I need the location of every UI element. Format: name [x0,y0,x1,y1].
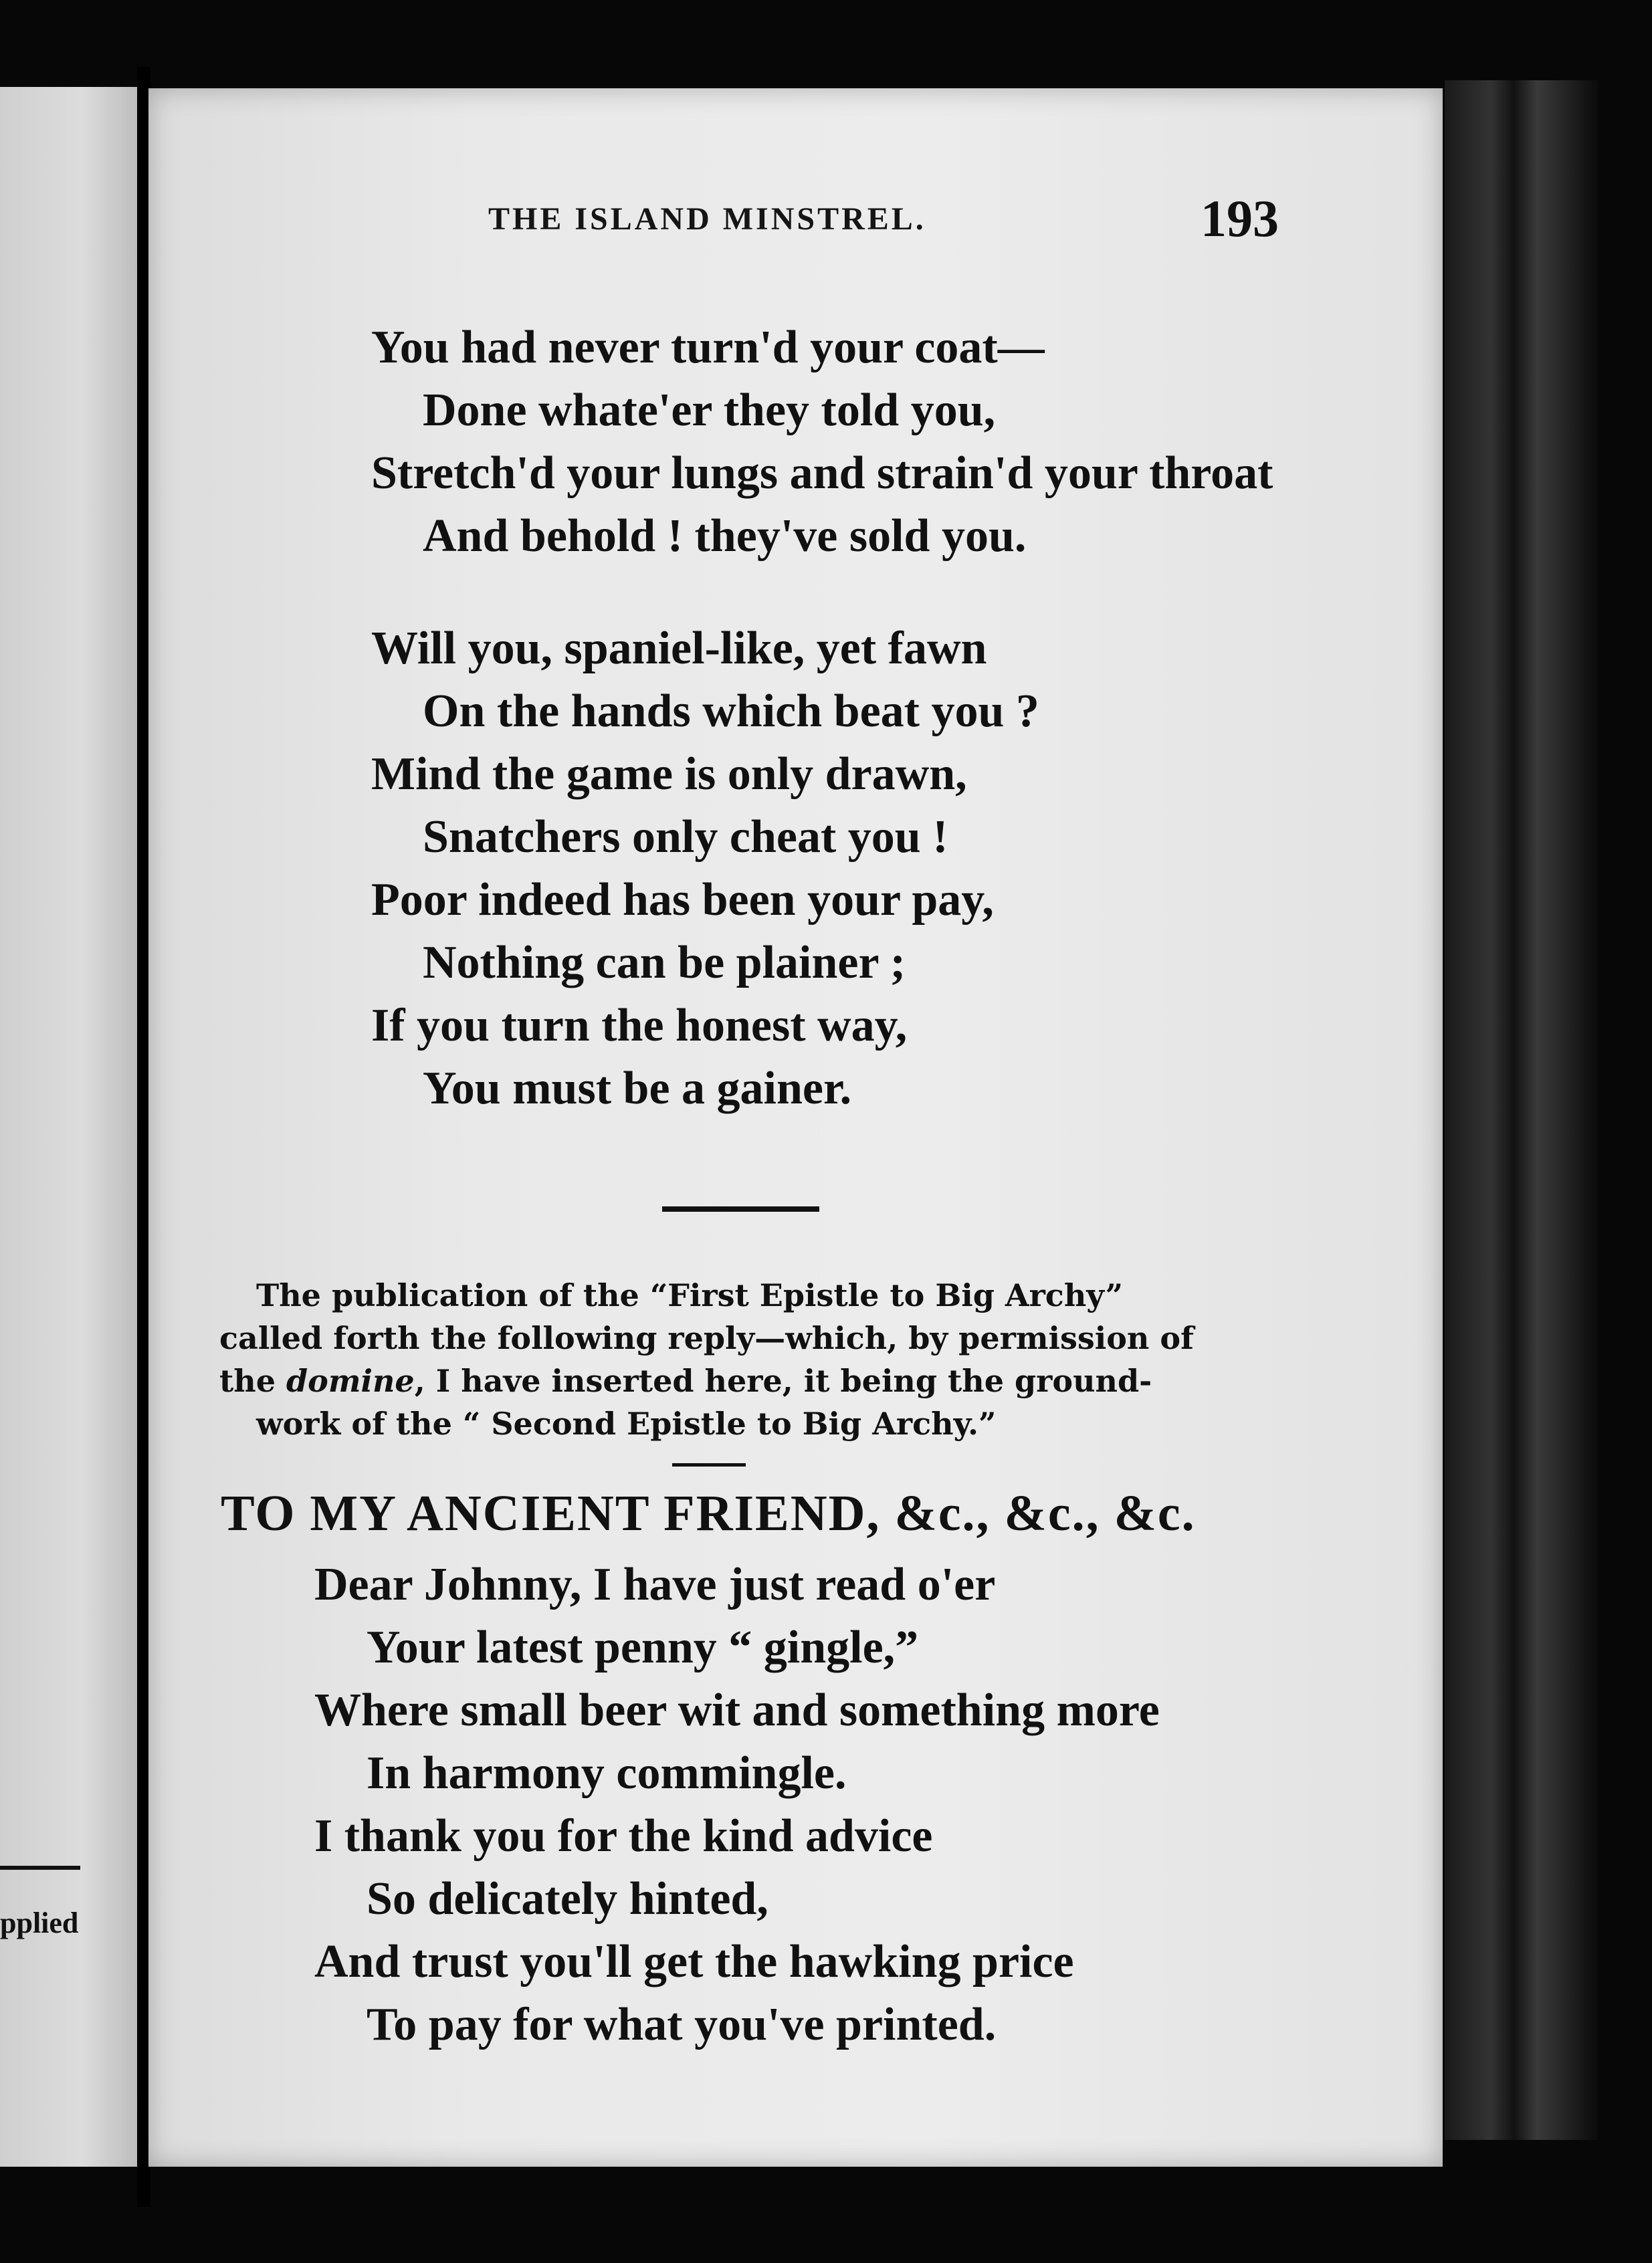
verse-line: You must be a gainer. [423,1063,852,1114]
verse-line: And behold ! they've sold you. [423,510,1027,562]
verse-line: Where small beer wit and something more [314,1685,1160,1736]
verse-line: On the hands which beat you ? [423,685,1039,737]
verse-line: And trust you'll get the hawking price [314,1936,1074,1987]
editorial-note [219,1274,1289,1445]
verse-line: Mind the game is only drawn, [371,748,967,800]
verse-line: Done whate'er they told you, [423,385,996,436]
verse-line: Stretch'd your lungs and strain'd your throat [371,447,1273,499]
running-head: THE ISLAND MINSTREL. [488,201,926,237]
note-line: The publication of the “First Epistle to Big Archy” [256,1277,1124,1313]
poem-heading: TO MY ANCIENT FRIEND, &c., &c., &c. [221,1485,1196,1541]
verse-line: Your latest penny “ gingle,” [367,1622,919,1673]
italic-word: domine [286,1363,415,1399]
verse-line: Will you, spaniel-like, yet fawn [371,623,987,674]
left-facing-page [0,87,137,2167]
page-number: 193 [1201,189,1279,247]
left-page-rule [0,1866,80,1870]
note-line: work of the “ Second Epistle to Big Archy.” [256,1406,997,1442]
section-divider [662,1206,819,1212]
page-edges [1445,80,1598,2140]
verse-line: To pay for what you've printed. [367,1999,997,2050]
verse-line: Poor indeed has been your pay, [371,874,994,926]
note-line: the domine, I have inserted here, it being the ground- [219,1363,1152,1399]
verse-line: In harmony commingle. [367,1747,847,1799]
verse-line: If you turn the honest way, [371,1000,908,1051]
verse-line: You had never turn'd your coat— [371,322,1045,373]
note-line: called forth the following reply—which, by permission of [219,1320,1194,1356]
verse-line: So delicately hinted, [367,1873,768,1925]
verse-line: Nothing can be plainer ; [423,937,906,988]
verse-line: Dear Johnny, I have just read o'er [314,1559,996,1610]
small-divider [672,1463,746,1467]
verse-line: I thank you for the kind advice [314,1810,933,1862]
left-page-text-fragment: pplied [0,1907,79,1939]
verse-line: Snatchers only cheat you ! [423,811,948,863]
